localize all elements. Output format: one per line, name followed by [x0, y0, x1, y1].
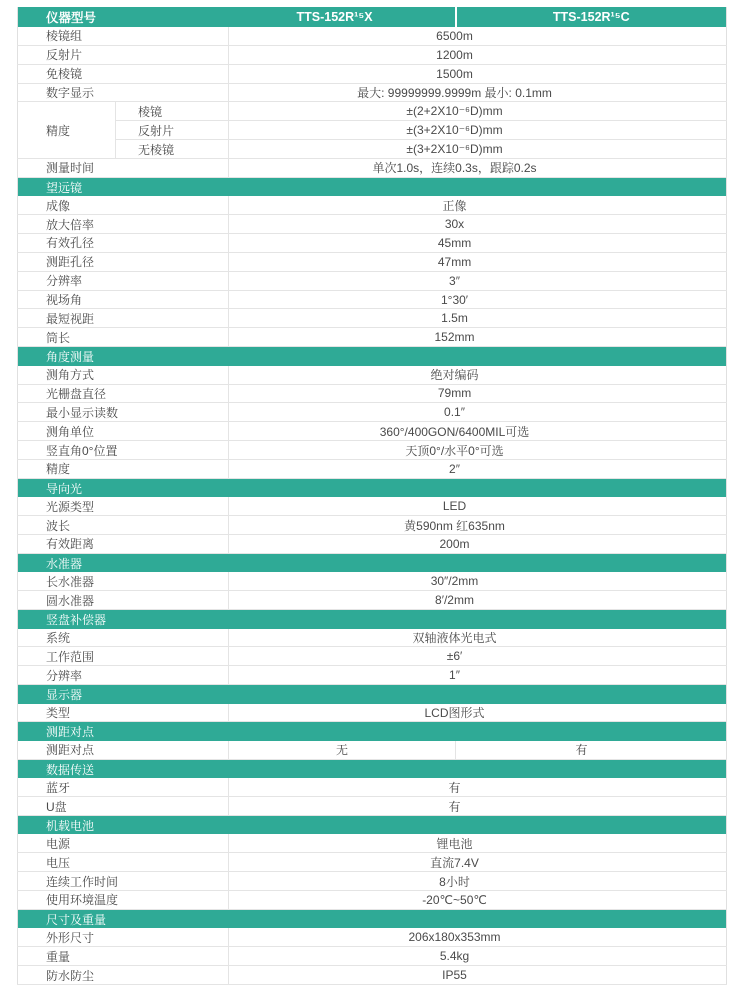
- spec-label: 竖直角0°位置: [18, 441, 229, 460]
- spec-value: ±(3+2X10⁻⁶D)mm: [229, 121, 727, 140]
- spec-value: 1200m: [229, 45, 727, 64]
- spec-label: 防水防尘: [18, 966, 229, 985]
- spec-row: [18, 535, 727, 554]
- header-model-label: 仪器型号: [18, 7, 229, 27]
- spec-label: 视场角: [18, 290, 229, 309]
- spec-value: 直流7.4V: [229, 853, 727, 872]
- section-title: 数据传送: [18, 759, 727, 778]
- spec-label: U盘: [18, 797, 229, 816]
- spec-value: LCD图形式: [229, 704, 727, 722]
- spec-label: 电源: [18, 834, 229, 852]
- spec-label: 连续工作时间: [18, 872, 229, 891]
- section-title: 测距对点: [18, 722, 727, 741]
- spec-value: 绝对编码: [229, 366, 727, 384]
- spec-row: [18, 290, 727, 309]
- spec-value: LED: [229, 497, 727, 515]
- section-title: 竖盘补偿器: [18, 610, 727, 629]
- spec-value: ±(2+2X10⁻⁶D)mm: [229, 102, 727, 121]
- spec-value: 1.5m: [229, 309, 727, 328]
- spec-label: 外形尺寸: [18, 928, 229, 946]
- spec-row: [18, 384, 727, 403]
- spec-row: [18, 890, 727, 909]
- spec-value-model-c: 有: [456, 741, 727, 759]
- spec-row: [18, 271, 727, 290]
- spec-row: [18, 64, 727, 83]
- spec-table-body: [18, 27, 727, 985]
- spec-value: 有: [229, 778, 727, 796]
- spec-row: [18, 158, 727, 177]
- spec-value: 206x180x353mm: [229, 928, 727, 946]
- spec-row: [18, 516, 727, 535]
- section-row: [18, 685, 727, 704]
- section-row: [18, 553, 727, 572]
- spec-row: [18, 572, 727, 590]
- spec-value: 30x: [229, 215, 727, 234]
- spec-value: 200m: [229, 535, 727, 554]
- spec-row: [18, 947, 727, 966]
- spec-row: [18, 647, 727, 666]
- spec-label: 最小显示读数: [18, 403, 229, 422]
- spec-row: [18, 140, 727, 159]
- spec-value: 2″: [229, 459, 727, 478]
- spec-row: [18, 629, 727, 647]
- spec-row: [18, 309, 727, 328]
- spec-label: 电压: [18, 853, 229, 872]
- section-row: [18, 722, 727, 741]
- spec-label: 测距对点: [18, 741, 229, 759]
- spec-row: [18, 403, 727, 422]
- spec-label: 测角单位: [18, 422, 229, 441]
- spec-label: 光栅盘直径: [18, 384, 229, 403]
- spec-value-model-x: 无: [229, 741, 456, 759]
- section-row: [18, 177, 727, 196]
- header-model-c: TTS-152R¹⁵C: [456, 7, 727, 27]
- spec-row: [18, 121, 727, 140]
- spec-row: [18, 234, 727, 253]
- spec-value: 79mm: [229, 384, 727, 403]
- spec-label: 分辨率: [18, 271, 229, 290]
- spec-row: [18, 797, 727, 816]
- spec-value: 双轴液体光电式: [229, 629, 727, 647]
- spec-sublabel: 棱镜: [116, 102, 229, 121]
- spec-label: 有效距离: [18, 535, 229, 554]
- spec-label: 类型: [18, 704, 229, 722]
- spec-value: ±6′: [229, 647, 727, 666]
- spec-row: [18, 459, 727, 478]
- spec-value: 6500m: [229, 27, 727, 45]
- spec-label: 圆水准器: [18, 591, 229, 610]
- spec-row: [18, 252, 727, 271]
- spec-value: 黄590nm 红635nm: [229, 516, 727, 535]
- section-row: [18, 347, 727, 366]
- spec-label: 测距孔径: [18, 252, 229, 271]
- spec-value: 5.4kg: [229, 947, 727, 966]
- spec-label: 重量: [18, 947, 229, 966]
- section-title: 角度测量: [18, 347, 727, 366]
- header-row: [18, 7, 727, 27]
- spec-value: 45mm: [229, 234, 727, 253]
- spec-value: 152mm: [229, 328, 727, 347]
- spec-label: 精度: [18, 459, 229, 478]
- spec-value: 1″: [229, 666, 727, 685]
- spec-value: 单次1.0s，连续0.3s，跟踪0.2s: [229, 158, 727, 177]
- spec-value: 47mm: [229, 252, 727, 271]
- spec-label: 免棱镜: [18, 64, 229, 83]
- spec-value: 1°30′: [229, 290, 727, 309]
- spec-label: 反射片: [18, 45, 229, 64]
- spec-value: IP55: [229, 966, 727, 985]
- section-row: [18, 909, 727, 928]
- spec-value: 360°/400GON/6400MIL可选: [229, 422, 727, 441]
- spec-sublabel: 无棱镜: [116, 140, 229, 159]
- spec-label: 棱镜组: [18, 27, 229, 45]
- section-title: 水准器: [18, 553, 727, 572]
- spec-row: [18, 741, 727, 759]
- spec-row: [18, 328, 727, 347]
- spec-label: 放大倍率: [18, 215, 229, 234]
- spec-sublabel: 反射片: [116, 121, 229, 140]
- spec-row: [18, 928, 727, 946]
- spec-label: 使用环境温度: [18, 890, 229, 909]
- spec-label: 筒长: [18, 328, 229, 347]
- section-row: [18, 759, 727, 778]
- spec-group-label: 精度: [18, 102, 116, 159]
- spec-value: 天顶0°/水平0°可选: [229, 441, 727, 460]
- spec-label: 成像: [18, 196, 229, 214]
- spec-row: [18, 497, 727, 515]
- spec-label: 分辨率: [18, 666, 229, 685]
- spec-row: [18, 966, 727, 985]
- spec-row: [18, 422, 727, 441]
- section-row: [18, 815, 727, 834]
- spec-row: [18, 45, 727, 64]
- spec-label: 长水准器: [18, 572, 229, 590]
- section-title: 尺寸及重量: [18, 909, 727, 928]
- spec-row: [18, 853, 727, 872]
- spec-value: 0.1″: [229, 403, 727, 422]
- spec-label: 工作范围: [18, 647, 229, 666]
- spec-label: 光源类型: [18, 497, 229, 515]
- spec-value: 30″/2mm: [229, 572, 727, 590]
- section-row: [18, 610, 727, 629]
- spec-label: 有效孔径: [18, 234, 229, 253]
- spec-label: 测量时间: [18, 158, 229, 177]
- spec-value: 正像: [229, 196, 727, 214]
- spec-label: 波长: [18, 516, 229, 535]
- section-title: 望远镜: [18, 177, 727, 196]
- spec-label: 最短视距: [18, 309, 229, 328]
- section-title: 显示器: [18, 685, 727, 704]
- spec-value: -20℃~50℃: [229, 890, 727, 909]
- spec-row: [18, 591, 727, 610]
- spec-row: [18, 704, 727, 722]
- spec-row: [18, 366, 727, 384]
- spec-label: 测角方式: [18, 366, 229, 384]
- spec-row: [18, 27, 727, 45]
- spec-value: 8小时: [229, 872, 727, 891]
- spec-value: 有: [229, 797, 727, 816]
- spec-value: 8′/2mm: [229, 591, 727, 610]
- section-title: 机载电池: [18, 815, 727, 834]
- spec-label: 蓝牙: [18, 778, 229, 796]
- spec-label: 数字显示: [18, 83, 229, 102]
- spec-row: [18, 778, 727, 796]
- spec-row: [18, 834, 727, 852]
- section-row: [18, 478, 727, 497]
- spec-row: [18, 441, 727, 460]
- spec-row: [18, 215, 727, 234]
- header-model-x: TTS-152R¹⁵X: [229, 7, 456, 27]
- spec-table-header: [18, 7, 727, 27]
- spec-value: ±(3+2X10⁻⁶D)mm: [229, 140, 727, 159]
- spec-row: [18, 872, 727, 891]
- spec-row: [18, 196, 727, 214]
- spec-table: [17, 7, 727, 985]
- section-title: 导向光: [18, 478, 727, 497]
- spec-row: [18, 102, 727, 121]
- spec-value: 锂电池: [229, 834, 727, 852]
- spec-row: [18, 666, 727, 685]
- spec-row: [18, 83, 727, 102]
- spec-value: 1500m: [229, 64, 727, 83]
- spec-value: 最大: 99999999.9999m 最小: 0.1mm: [229, 83, 727, 102]
- spec-label: 系统: [18, 629, 229, 647]
- spec-value: 3″: [229, 271, 727, 290]
